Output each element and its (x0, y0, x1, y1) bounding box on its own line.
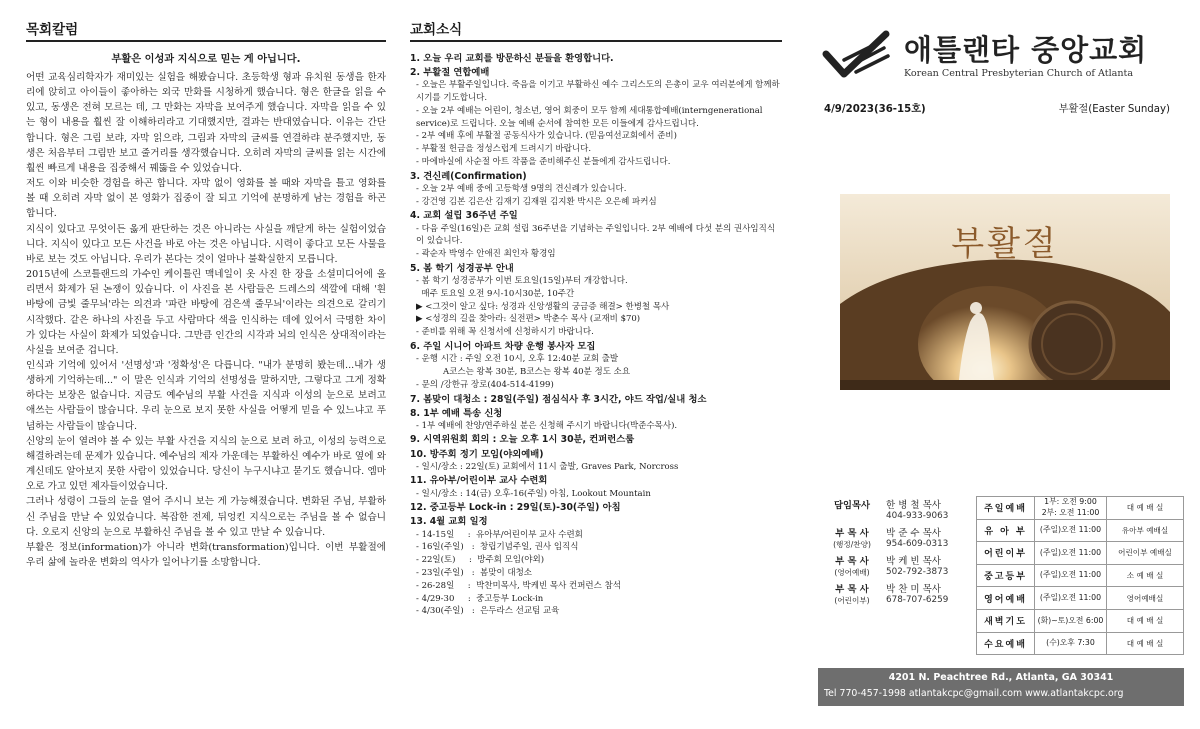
staff-role (826, 528, 878, 550)
worship-row (977, 542, 1184, 565)
worship-time-line: (주일)오전 11:00 (1039, 547, 1102, 557)
news-item (410, 66, 782, 169)
worship-time-line: (화)~토)오전 6:00 (1037, 615, 1104, 625)
worship-time (1035, 609, 1107, 632)
worship-row (977, 564, 1184, 587)
article-paragraph: 저도 이와 비슷한 경험을 하곤 합니다. 자막 없이 영화를 볼 때와 자막을 틀고 영화를 볼 때 오히려 자막 없이 본 영화가 집중이 잘 되고 기억에 분명하게 남는 경험을 하곤 합니다. (26, 178, 386, 220)
news-item (410, 262, 782, 339)
staff-role (826, 556, 878, 578)
worship-time-line: 2부: 오전 11:00 (1041, 507, 1100, 517)
news-item-line: ▶ <성경의 길을 찾아라: 실전편> 박춘수 목사 (교재비 $70) (416, 314, 641, 325)
news-item-line: - 부활절 헌금을 정성스럽게 드려시기 바랍니다. (416, 144, 592, 155)
news-item-line: - 일시/장소 : 22일(토) 교회에서 11시 출발, Graves Park, Norcross (416, 461, 679, 472)
staff-role-title: 부 목 사 (835, 584, 869, 595)
worship-time-line: (수)오후 7:30 (1046, 638, 1095, 648)
news-item-line: - 곽순자 박영수 안애진 최인자 황경임 (416, 249, 556, 260)
worship-time (1035, 497, 1107, 520)
worship-location: 대 예 배 실 (1107, 497, 1184, 520)
article-title: 부활은 이성과 지식으로 믿는 게 아닙니다. (111, 54, 301, 65)
staff-row (826, 500, 976, 522)
news-item-title: 3. 견신례(Confirmation) (410, 170, 527, 182)
article-paragraph: 2015년에 스코틀랜드의 가수인 케이틀린 맥네일이 옷 사진 한 장을 소셜미디어에 올리면서 화제가 된 논쟁이 있습니다. 이 사진을 본 사람들은 드레스의 색깔에 대해 '흰 바탕에 금빛 줄무늬'라는 의견과 '파란 바탕에 검은색 줄무늬'이라는 의견으로 갈리기 시작했다. 같은 하나의 사진을 두고 사람마다 색을 인식하는 데에 있어서 극명한 차이가 있다는 사실이 화제가 되었습니다. 그만큼 인간의 시각과 뇌의 인식은 상대적이라는 사실을 보여준 겁니다. (26, 269, 386, 356)
news-item-line: - 22일(토) : 방주회 모임(야외) (416, 555, 545, 566)
article-paragraph: 지식이 있다고 무엇이든 옳게 판단하는 것은 아니라는 사실을 깨닫게 하는 실험이었습니다. 지식이 있다고 모든 사건을 바로 아는 것은 아닙니다. 시력이 좋다고 모든 사물을 바로 보는 것도 아닙니다. 우리가 본다는 것이 얼마나 불확실한지 모릅니다. (26, 223, 386, 265)
staff-info (878, 528, 948, 550)
article-body (26, 70, 386, 570)
news-item (410, 393, 782, 406)
news-item-title: 8. 1부 예배 특송 신청 (410, 407, 503, 419)
easter-image-title: 부활절 (951, 224, 1059, 264)
staff-role-title: 부 목 사 (835, 528, 869, 539)
staff-phone: 404-933-9063 (886, 511, 949, 521)
news-item-title: 5. 봄 학기 성경공부 안내 (410, 262, 514, 274)
worship-row (977, 609, 1184, 632)
news-item-line: - 오늘 2부 예배는 어린이, 청소년, 영어 회중이 모두 함께 세대통합예배(interngenerational service)로 드립니다. 오늘 예배 순서에 참여한 모든 이들에게 감사드립니다. (416, 105, 766, 129)
news-item (410, 52, 782, 65)
worship-time (1035, 587, 1107, 610)
news-item-title: 4. 교회 설립 36주년 주일 (410, 210, 518, 222)
news-item (410, 407, 782, 433)
worship-service-name: 새벽기도 (977, 609, 1035, 632)
church-info (818, 18, 1184, 718)
worship-schedule-table (976, 496, 1184, 655)
article-paragraph: 그러나 성령이 그들의 눈을 열어 주시니 보는 게 가능해졌습니다. 변화된 주님, 부활하신 주님을 만날 수 있었습니다. 복잡한 전제, 뒤엉킨 지식으로는 주님을 볼 수 없습니다. 오로지 신앙의 눈으로 부활하신 주님을 볼 수 있고 만날 수 있습니다. (26, 496, 386, 538)
church-brand (820, 26, 1182, 90)
staff-phone: 502-792-3873 (886, 567, 949, 577)
staff-info (878, 500, 948, 522)
news-item-title: 1. 오늘 우리 교회를 방문하신 분들을 환영합니다. (410, 53, 614, 64)
news-item-line: A코스는 왕복 30분, B코스는 왕복 40분 정도 소요 (416, 366, 631, 377)
worship-service-name: 중고등부 (977, 564, 1035, 587)
worship-location: 유아부 예배실 (1107, 519, 1184, 542)
staff-name: 박 준 수 목사 (886, 528, 941, 539)
staff-row (826, 584, 976, 606)
news-item-line: - 오늘은 부활주일입니다. 죽음을 이기고 부활하신 예수 그리스도의 은총이 교우 여러분에게 함께하시기를 기도합니다. (416, 80, 780, 103)
staff-name: 한 병 철 목사 (886, 500, 941, 511)
news-item-line: - 다음 주일(16일)은 교회 설립 36주년을 기념하는 주일입니다. 2부 예배에 다섯 분의 권사임직식이 있습니다. (416, 223, 776, 247)
church-footer (818, 668, 1184, 706)
news-item-line: - 준비를 위해 꼭 신청서에 신청하시기 바랍니다. (416, 327, 594, 338)
worship-service-name: 유 아 부 (977, 519, 1035, 542)
worship-row (977, 587, 1184, 610)
news-item-line: 매주 토요일 오전 9시-10시30분, 10주간 (416, 288, 575, 299)
news-item-title: 7. 봄맞이 대청소 : 28일(주일) 점심식사 후 3시간, 야드 작업/실내 청소 (410, 393, 707, 405)
staff-role-title: 부 목 사 (835, 556, 869, 567)
news-item-line: - 봄 학기 성경공부가 이번 토요일(15일)부터 개강합니다. (416, 276, 628, 287)
news-item (410, 209, 782, 260)
worship-row (977, 632, 1184, 655)
news-item-title: 11. 유아부/어린이부 교사 수련회 (410, 475, 548, 487)
news-item-title: 6. 주일 시니어 아파트 차량 운행 봉사자 모집 (410, 341, 596, 353)
news-item-line: - 23일(주일) : 봄맞이 대청소 (416, 567, 532, 578)
news-item (410, 501, 782, 514)
staff-role-subtitle: (어린이부) (834, 596, 870, 605)
staff-role-subtitle: (행정/찬양) (833, 540, 871, 549)
article-paragraph: 어떤 교육심리학자가 재미있는 실험을 해봤습니다. 초등학생 형과 유치원 동생을 한자리에 앉히고 아이들이 좋아하는 외국 만화를 시청하게 했습니다. 형은 한글을 읽을 수 있고, 동생은 전혀 모르는 데, 그 만화는 자막을 보여주게 했습니다. 자막을 읽을 수 있는 형이 내용을 훨씬 잘 이해하리라고 기대했지만, 결과는 반대였습니다. 이유는 간단합니다. 형은 그림 보랴, 자막 읽으랴, 그림과 자막의 글씨를 연결하랴 분주했지만, 동생은 처음부터 그림만 보고 줄거리를 생각했습니다. 오히려 자막의 글씨를 읽는 시간에 훨씬 빠르게 내용을 집중해서 꿰뚫을 수 있었습니다. (26, 72, 386, 174)
news-item-line: ▶ <그것이 알고 싶다: 성경과 신앙생활의 궁금증 해결> 한병철 목사 (416, 301, 670, 312)
worship-location: 어린이부 예배실 (1107, 542, 1184, 565)
staff-list (826, 500, 976, 612)
staff-phone: 678-707-6259 (886, 595, 949, 605)
bulletin-occasion: 부활절(Easter Sunday) (1058, 104, 1170, 115)
news-item (410, 433, 782, 446)
news-item-line: - 14-15일 : 유아부/어린이부 교사 수련회 (416, 529, 583, 540)
pastor-column-heading: 목회칼럼 (26, 18, 386, 42)
staff-role-title: 담임목사 (834, 500, 870, 511)
church-news (410, 18, 782, 718)
news-item-line: - 문의 /강한규 장로(404-514-4199) (416, 379, 554, 390)
worship-time-line: 1부: 오전 9:00 (1044, 497, 1097, 507)
news-list (410, 42, 782, 618)
church-name-english: Korean Central Presbyterian Church of Atlanta (904, 68, 1134, 79)
news-item (410, 170, 782, 209)
news-item-title: 10. 방주회 정기 모임(야외예배) (410, 448, 544, 460)
article-paragraph: 신앙의 눈이 열려야 볼 수 있는 부활 사건을 지식의 눈으로 보려 하고, 이성의 능력으로 해결하려는데 문제가 있습니다. 예수님의 제자 가운데는 부활하신 예수가 바로 옆에 와 계신데도 알아보지 못한 사람이 있었습니다. 당신이 누구시냐고 묻기도 했습니다. 엠마오로 가고 있던 제자들이었습니다. (26, 435, 386, 493)
bulletin-date: 4/9/2023(36-15호) (824, 104, 926, 115)
news-item-line: - 1부 예배에 찬양/연주하실 분은 신청해 주시기 바랍니다(박준수목사). (416, 420, 678, 431)
easter-tomb-image (840, 194, 1170, 390)
staff-info (878, 556, 948, 578)
news-item-line: - 마에바실에 사순절 아트 작품을 준비해주신 분들에게 감사드립니다. (416, 156, 671, 167)
worship-time (1035, 519, 1107, 542)
news-item (410, 448, 782, 474)
news-item-line: - 운행 시간 : 주일 오전 10시, 오후 12:40분 교회 출발 (416, 354, 619, 365)
news-item-line: - 4/29-30 : 중고등부 Lock-in (416, 593, 544, 604)
worship-row (977, 497, 1184, 520)
news-item-title: 13. 4월 교회 일정 (410, 516, 488, 528)
worship-location: 대 예 배 실 (1107, 632, 1184, 655)
worship-service-name: 영어예배 (977, 587, 1035, 610)
staff-row (826, 556, 976, 578)
news-item-line: - 오늘 2부 예배 중에 고등학생 9명의 견신례가 있습니다. (416, 183, 627, 194)
worship-service-name: 어린이부 (977, 542, 1035, 565)
news-item (410, 474, 782, 500)
staff-phone: 954-609-0313 (886, 539, 949, 549)
worship-time-line: (주일)오전 11:00 (1039, 570, 1102, 580)
article-paragraph: 부활은 정보(information)가 아니라 변화(transformation)입니다. 이번 부활절에 우리 삶에 놀라운 변화의 역사가 일어나기를 소망합니다. (26, 541, 386, 568)
news-item-title: 2. 부활절 연합예배 (410, 67, 490, 79)
news-item-title: 9. 시역위원회 회의 : 오늘 오후 1시 30분, 컨퍼런스룸 (410, 434, 635, 446)
news-item-line: - 26-28일 : 박찬미목사, 박케빈 목사 컨퍼런스 참석 (416, 580, 621, 591)
news-item-line: - 16일(주일) : 창립기념주일, 권사 임직식 (416, 542, 579, 553)
news-item-line: - 2부 예배 후에 부활절 공동식사가 있습니다. (믿음여선교회에서 준비) (416, 131, 677, 142)
church-contact: Tel 770-457-1998 atlantakcpc@gmail.com www.atlantakcpc.org (824, 688, 1124, 699)
church-logo-icon (822, 30, 892, 80)
staff-name: 박 케 빈 목사 (886, 556, 941, 567)
church-address: 4201 N. Peachtree Rd., Atlanta, GA 30341 (888, 672, 1114, 683)
news-item-line: - 일시/장소 : 14(금) 오후-16(주일) 아침, Lookout Mountain (416, 488, 651, 499)
article-paragraph: 인식과 기억에 있어서 '선명성'과 '정확성'은 다릅니다. "내가 분명히 봤는데...내가 생생하게 기억하는데..." 이 말은 인식과 기억의 선명성을 말하지만, 그렇다고 그게 정확하다는 보장은 없습니다. 지금도 예수님의 부활 사건을 지식과 이성의 눈으로 보려고 애쓰는 사람들이 많습니다. 우리 눈으로 보지 못한 사실을 어떻게 믿을 수 있느냐고 푸념하는 사람들이 많습니다. (26, 359, 386, 432)
news-item (410, 515, 782, 618)
worship-location: 소 예 배 실 (1107, 564, 1184, 587)
news-item-line: - 강건영 김본 김은산 김재기 김재원 김지환 박시은 오은혜 파커심 (416, 196, 657, 207)
staff-role (826, 584, 878, 606)
worship-location: 영어예배실 (1107, 587, 1184, 610)
worship-time (1035, 542, 1107, 565)
worship-service-name: 주일예배 (977, 497, 1035, 520)
church-news-heading: 교회소식 (410, 18, 782, 42)
staff-role-subtitle: (영어예배) (834, 568, 870, 577)
staff-role (826, 500, 878, 522)
worship-row (977, 519, 1184, 542)
staff-row (826, 528, 976, 550)
news-item-title: 12. 중고등부 Lock-in : 29일(토)-30(주일) 아침 (410, 502, 621, 514)
staff-name: 박 찬 미 목사 (886, 584, 941, 595)
church-name-korean: 애틀랜타 중앙교회 (904, 33, 1148, 67)
worship-time-line: (주일)오전 11:00 (1039, 592, 1102, 602)
news-item (410, 340, 782, 391)
worship-time-line: (주일)오전 11:00 (1039, 525, 1102, 535)
staff-info (878, 584, 948, 606)
pastor-column (26, 18, 386, 718)
worship-service-name: 수요예배 (977, 632, 1035, 655)
worship-time (1035, 632, 1107, 655)
worship-location: 대 예 배 실 (1107, 609, 1184, 632)
news-item-line: - 4/30(주일) : 은두라스 선교팀 교육 (416, 606, 560, 617)
worship-time (1035, 564, 1107, 587)
